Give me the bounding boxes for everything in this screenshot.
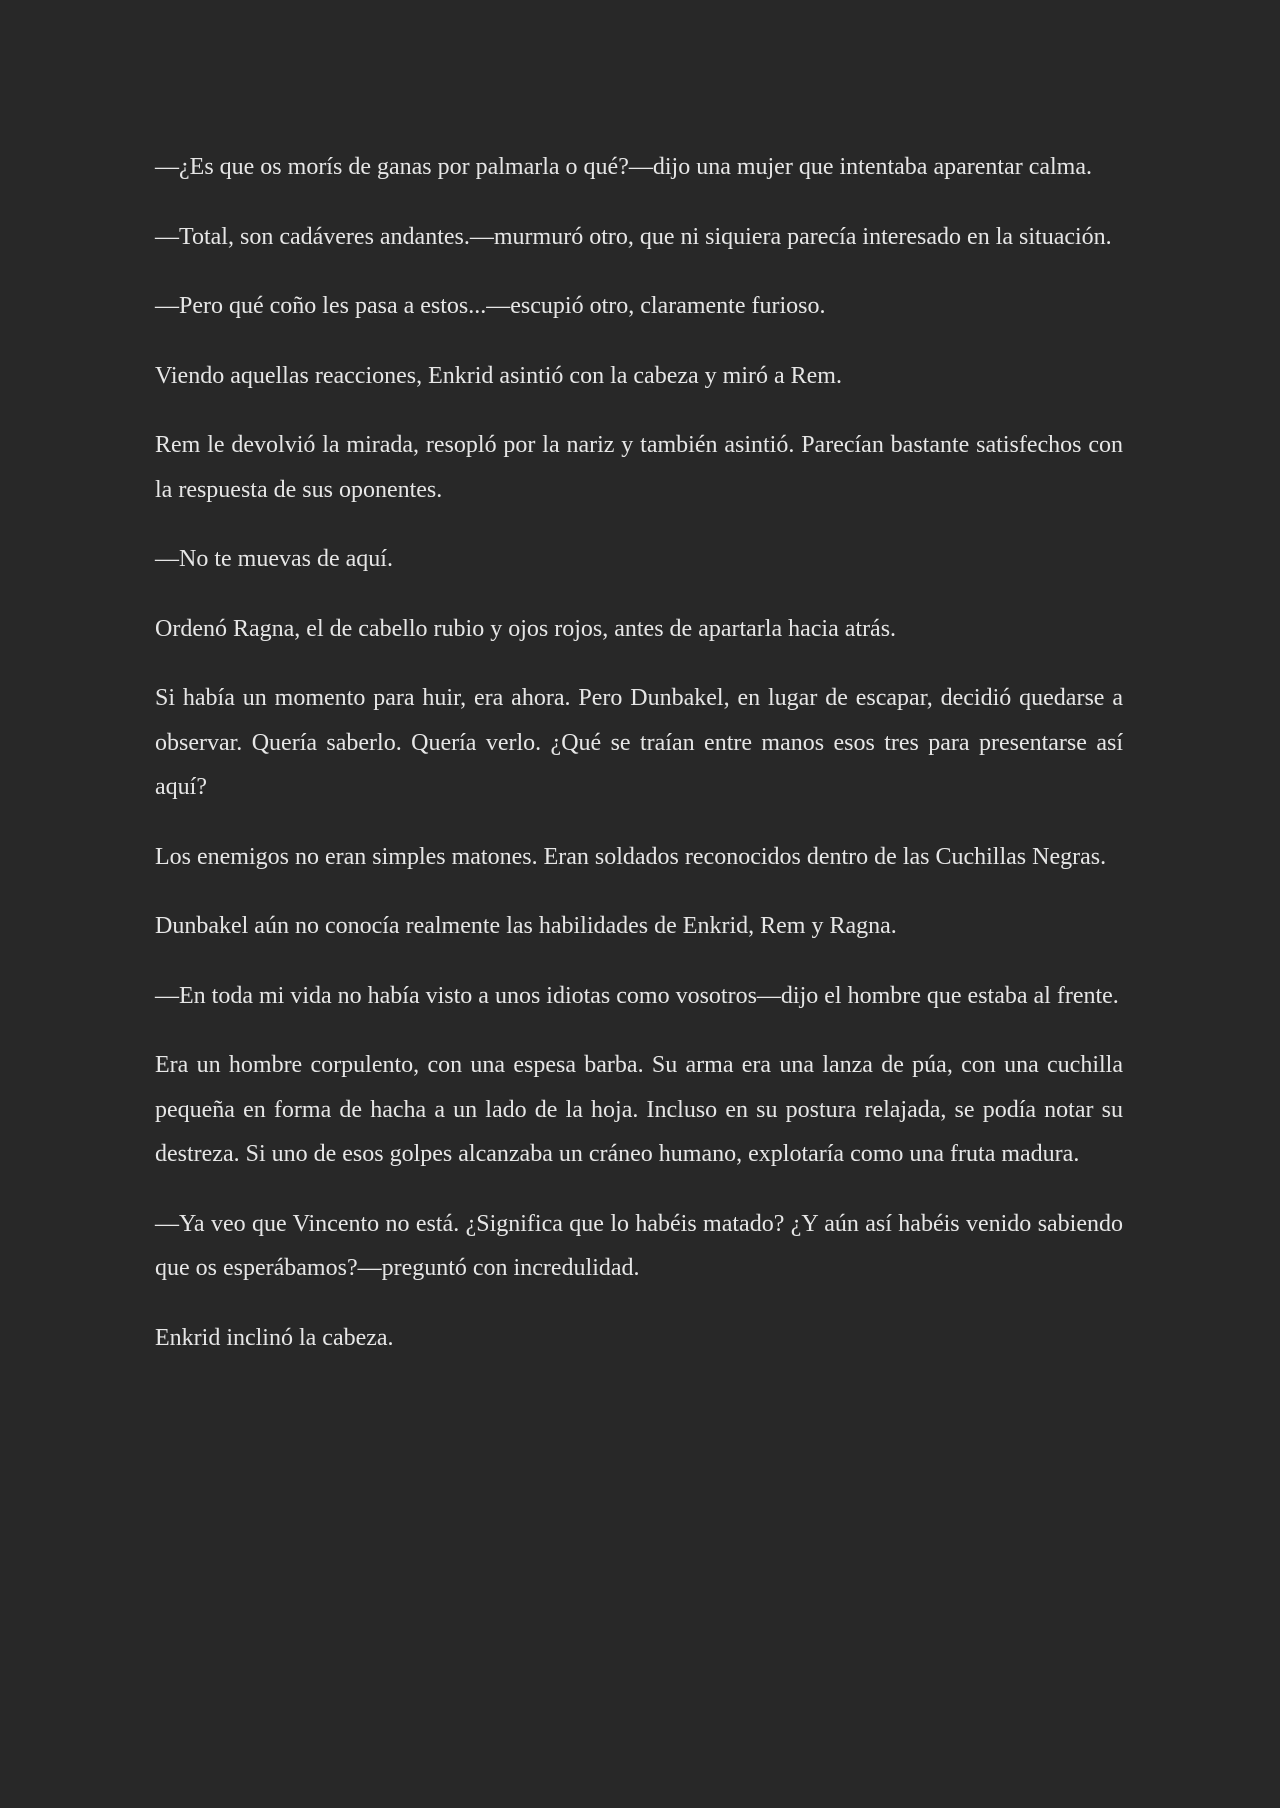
paragraph: —En toda mi vida no había visto a unos idiotas como vosotros—dijo el hombre que estaba al frente. xyxy=(155,982,1119,1009)
paragraph: Era un hombre corpulento, con una espesa barba. Su arma era una lanza de púa, con una cuchilla pequeña en forma de hacha a un lado de la hoja. Incluso en su postura relajada, se podía notar su destreza. Si uno de esos golpes alcanzaba un cráneo humano, explotaría como una fruta madura. xyxy=(155,1052,1123,1167)
reader-page xyxy=(155,145,1123,1385)
paragraph: —No te muevas de aquí. xyxy=(155,546,393,572)
paragraph: Ordenó Ragna, el de cabello rubio y ojos rojos, antes de apartarla hacia atrás. xyxy=(155,615,897,642)
paragraph: Viendo aquellas reacciones, Enkrid asintió con la cabeza y miró a Rem. xyxy=(155,362,842,389)
paragraph: Dunbakel aún no conocía realmente las habilidades de Enkrid, Rem y Ragna. xyxy=(155,913,897,939)
paragraph: —Pero qué coño les pasa a estos...—escupió otro, claramente furioso. xyxy=(155,293,826,319)
paragraph: —¿Es que os morís de ganas por palmarla o qué?—dijo una mujer que intentaba aparentar calma. xyxy=(155,154,1092,180)
paragraph: —Total, son cadáveres andantes.—murmuró otro, que ni siquiera parecía interesado en la situación. xyxy=(155,223,1112,250)
paragraph: Enkrid inclinó la cabeza. xyxy=(155,1324,394,1351)
paragraph: —Ya veo que Vincento no está. ¿Significa que lo habéis matado? ¿Y aún así habéis venido sabiendo que os esperábamos?—preguntó con incredulidad. xyxy=(155,1210,1123,1281)
paragraph: Rem le devolvió la mirada, resopló por la nariz y también asintió. Parecían bastante satisfechos con la respuesta de sus oponentes. xyxy=(155,432,1123,503)
paragraph: Si había un momento para huir, era ahora. Pero Dunbakel, en lugar de escapar, decidió quedarse a observar. Quería saberlo. Quería verlo. ¿Qué se traían entre manos esos tres para presentarse así aquí? xyxy=(155,685,1123,800)
paragraph: Los enemigos no eran simples matones. Eran soldados reconocidos dentro de las Cuchillas Negras. xyxy=(155,843,1107,870)
